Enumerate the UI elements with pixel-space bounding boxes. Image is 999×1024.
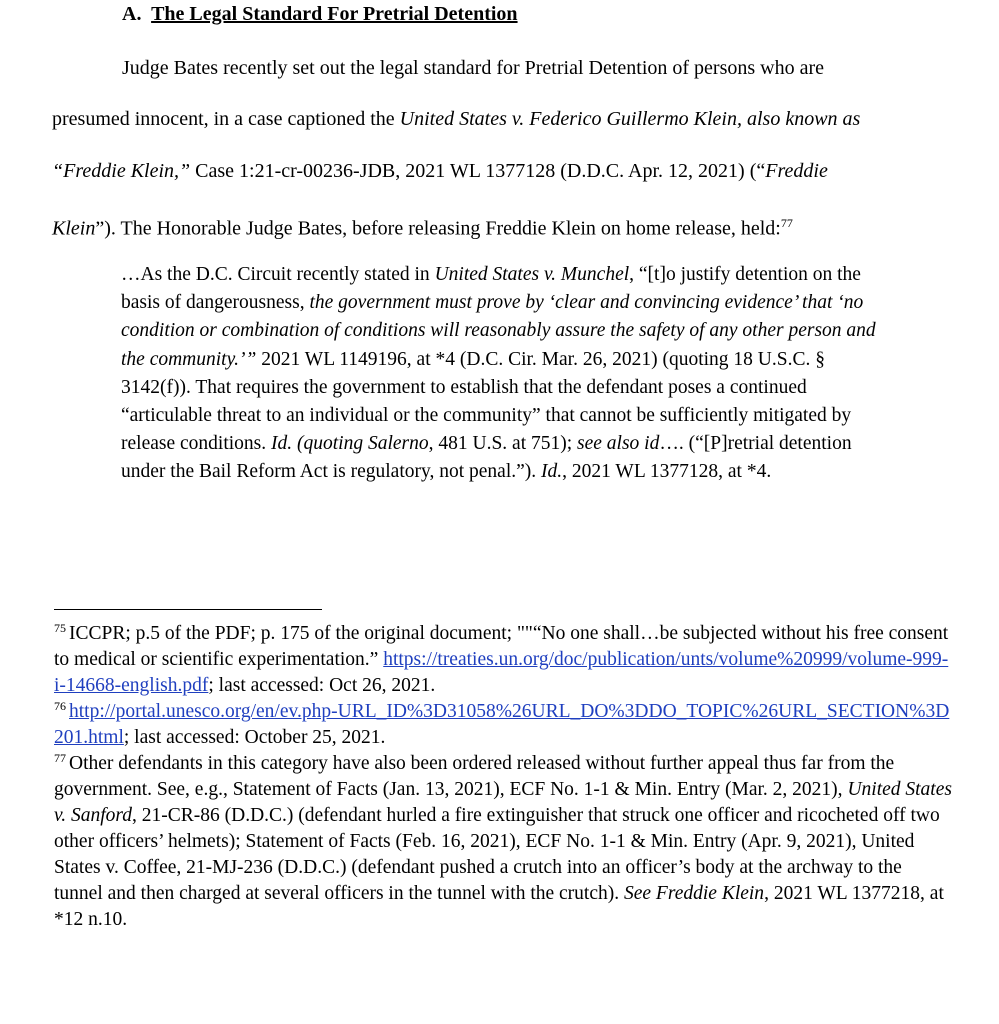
block-quote: …As the D.C. Circuit recently stated in United States v. Munchel, “[t]o justify detention on the basis of dangerousness, the government must prove by ‘clear and convincing evidence’ that ‘no condition or combination of conditions will reasonably assure the safety of any other person and the community.’” 2021 WL 1149196, at *4 (D.C. Cir. Mar. 26, 2021) (quoting 18 U.S.C. § 3142(f)). That requires the government to establish that the defendant poses a continued “articulable threat to an individual or the community” that cannot be sufficiently mitigated by release conditions. Id. (quoting Salerno, 481 U.S. at 751); see also id…. (“[P]retrial detention under the Bail Reform Act is regulatory, not penal.”). Id., 2021 WL 1377128, at *4. [121,264,876,483]
footnotes [54,621,954,933]
footnote-number: 77 [54,751,66,765]
quote-emphasis: the government must prove by ‘clear and convincing evidence’ that ‘no condition or combination of conditions will reasonably assure the safety of any other person and the community.’” [121,292,876,370]
body-line-4: Klein”). The Honorable Judge Bates, before releasing Freddie Klein on home release, held:$^{77}$ [52,216,793,240]
case-caption: United States v. Federico Guillermo Klein, also known as [399,108,861,130]
footnote-75: $^{75}$ ICCPR; p.5 of the PDF; p. 175 of the original document; ""“No one shall…be subjected without his free consent to medical or scientific experimentation.” https://treaties.un.org/doc/publication/unts/volume%20999/volume-999-i-14668-english.pdf; last accessed: Oct 26, 2021. [54,621,949,696]
footnote-number: 75 [54,621,66,635]
footnote-separator [54,609,322,610]
footnote-76-link[interactable]: http://portal.unesco.org/en/ev.php-URL_ID%3D31058%26URL_DO%3DDO_TOPIC%26URL_SECTION%3D201.html [54,701,950,748]
section-heading-title: The Legal Standard For Pretrial Detention [151,3,518,25]
footnote-number: 76 [54,699,66,713]
section-heading [122,1,518,27]
footnote-ref-77[interactable]: 77 [780,216,793,230]
footnote-75-link[interactable]: https://treaties.un.org/doc/publication/unts/volume%20999/volume-999-i-14668-english.pdf [54,649,949,696]
case-name-munchel: United States v. Munchel [434,264,630,285]
section-heading-label: A. [122,3,142,25]
body-line-1: Judge Bates recently set out the legal standard for Pretrial Detention of persons who are [122,57,825,79]
body-line-3: “Freddie Klein,” Case 1:21-cr-00236-JDB, 2021 WL 1377128 (D.D.C. Apr. 12, 2021) (“Freddie [52,160,828,182]
footnote-77: $^{77}$ Other defendants in this category have also been ordered released without further appeal thus far from the government. See, e.g., Statement of Facts (Jan. 13, 2021), ECF No. 1-1 & Min. Entry (Mar. 2, 2021), United States v. Sanford, 21-CR-86 (D.D.C.) (defendant hurled a fire extinguisher that struck one officer and ricocheted off two other officers’ helmets); Statement of Facts (Feb. 16, 2021), ECF No. 1-1 & Min. Entry (Apr. 9, 2021), United States v. Coffee, 21-MJ-236 (D.D.C.) (defendant pushed a crutch into an officer’s body at the archway to the tunnel and then charged at several officers in the tunnel with the crutch). See Freddie Klein, 2021 WL 1377218, at *12 n.10. [54,751,952,930]
footnote-76: $^{76}$ http://portal.unesco.org/en/ev.php-URL_ID%3D31058%26URL_DO%3DDO_TOPIC%26URL_SECTION%3D201.html; last accessed: October 25, 2021. [54,699,950,748]
body-line-2: presumed innocent, in a case captioned the United States v. Federico Guillermo Klein, also known as [52,108,861,130]
